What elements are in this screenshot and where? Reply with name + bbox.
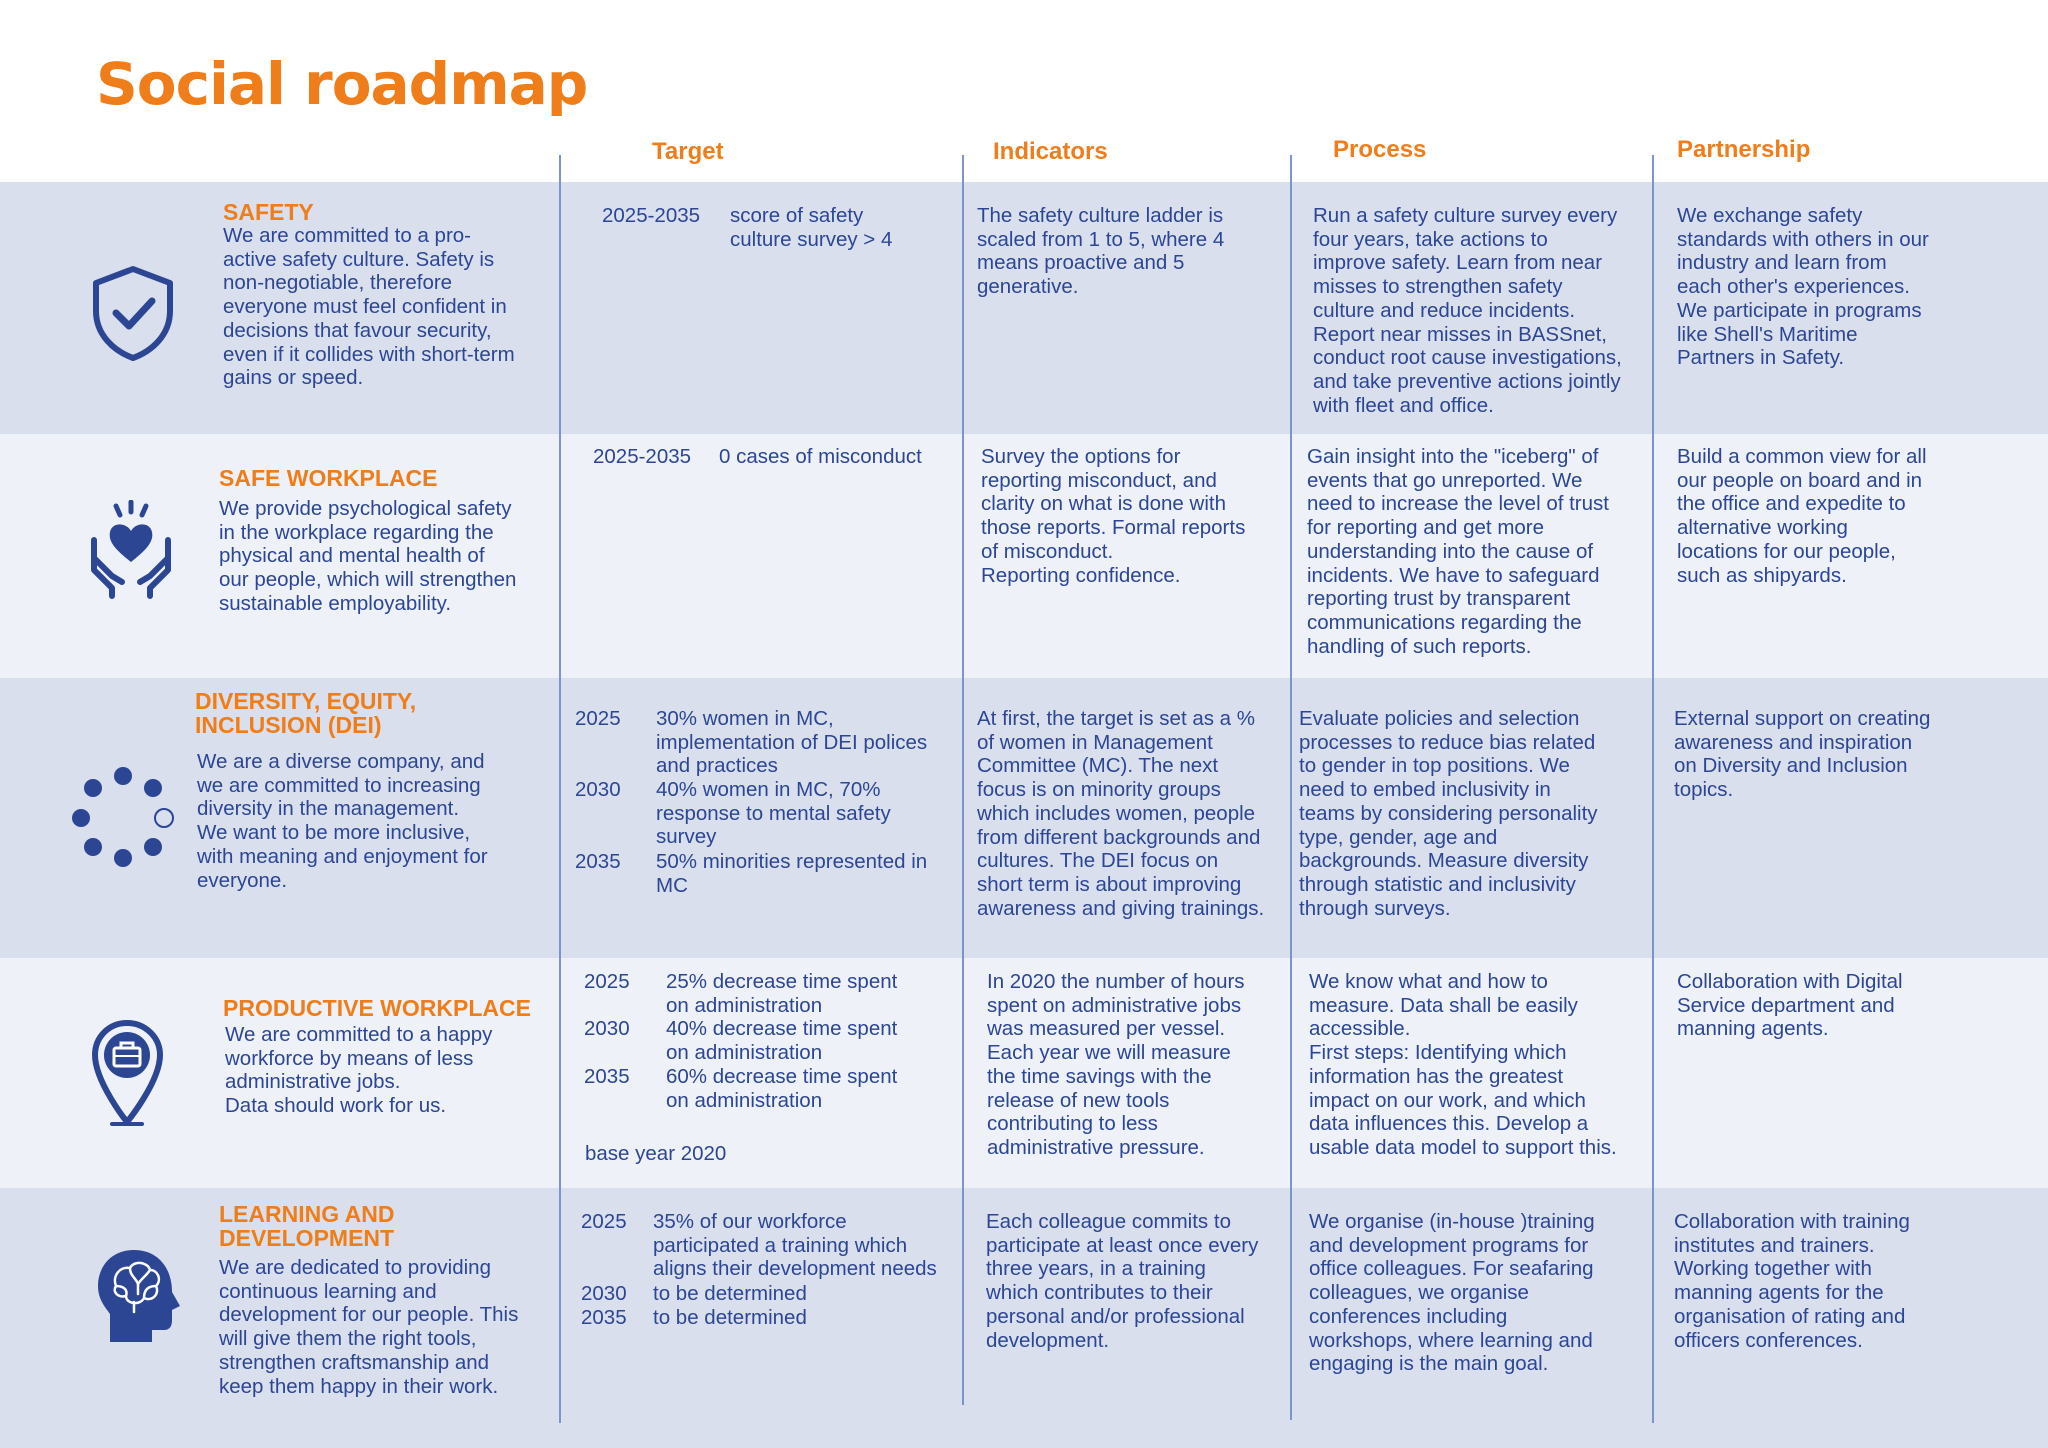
target-text: to be determined bbox=[653, 1282, 807, 1305]
head-brain-icon bbox=[94, 1246, 184, 1346]
row-category-learning: LEARNING AND DEVELOPMENT bbox=[219, 1201, 395, 1251]
shield-check-icon bbox=[88, 263, 178, 363]
process-safety: Run a safety culture survey every four years, take actions to improve safety. Learn from near misses to strengthen safety culture and reduce incidents. Report near misses in BASSnet, conduct root cause investigations, and take preventive actions jointly with fleet and office. bbox=[1313, 204, 1622, 417]
process-productive-workplace: We know what and how to measure. Data shall be easily accessible. First steps: Identifying which information has the greatest impact on our work, and which data influences this. Develop a usable data model to support this. bbox=[1309, 970, 1617, 1159]
target-item bbox=[575, 707, 927, 778]
target-year: 2025 bbox=[584, 970, 630, 993]
column-divider bbox=[559, 155, 561, 1423]
location-briefcase-icon bbox=[90, 1018, 165, 1126]
target-text: 60% decrease time spent on administration bbox=[666, 1065, 898, 1112]
partnership-safe-workplace: Build a common view for all our people on board and in the office and expedite to alternative working locations for our people, such as shipyards. bbox=[1677, 445, 1927, 587]
target-text: 35% of our workforce participated a training which aligns their development needs bbox=[653, 1210, 937, 1281]
target-year: 2025-2035 bbox=[593, 445, 692, 468]
row-description-productive-workplace: We are committed to a happy workforce by means of less administrative jobs. Data should work for us. bbox=[225, 1023, 493, 1118]
target-item bbox=[581, 1306, 807, 1330]
indicators-safe-workplace: Survey the options for reporting misconduct, and clarity on what is done with those reports. Formal reports of misconduct. Reporting confidence. bbox=[981, 445, 1246, 587]
target-text: 25% decrease time spent on administration bbox=[666, 970, 898, 1017]
column-header-process: Process bbox=[1333, 136, 1427, 163]
row-description-learning: We are dedicated to providing continuous learning and development for our people. This will give them the right tools, strengthen craftsmanship and keep them happy in their work. bbox=[219, 1256, 519, 1398]
target-year: 2035 bbox=[575, 850, 621, 873]
partnership-safety: We exchange safety standards with others in our industry and learn from each other's experiences. We participate in programs like Shell's Maritime Partners in Safety. bbox=[1677, 204, 1929, 370]
row-description-safe-workplace: We provide psychological safety in the workplace regarding the physical and mental health of our people, which will strengthen sustainable employability. bbox=[219, 497, 517, 615]
indicators-safety: The safety culture ladder is scaled from 1 to 5, where 4 means proactive and 5 generative. bbox=[977, 204, 1225, 299]
row-category-dei: DIVERSITY, EQUITY, INCLUSION (DEI) bbox=[195, 688, 417, 738]
partnership-learning: Collaboration with training institutes and trainers. Working together with manning agents for the organisation of rating and officers conferences. bbox=[1674, 1210, 1910, 1352]
target-item bbox=[575, 850, 927, 897]
indicators-dei: At first, the target is set as a % of women in Management Committee (MC). The next focus is on minority groups which includes women, people from different backgrounds and cultures. The DEI focus on short term is about improving awareness and giving trainings. bbox=[977, 707, 1265, 920]
target-item bbox=[581, 1282, 807, 1306]
target-year: 2035 bbox=[584, 1065, 630, 1088]
column-divider bbox=[1652, 155, 1654, 1423]
column-divider bbox=[1290, 155, 1292, 1420]
target-text: score of safety culture survey > 4 bbox=[730, 204, 893, 251]
target-text: 50% minorities represented in MC bbox=[656, 850, 928, 897]
target-item bbox=[581, 1210, 937, 1281]
target-item bbox=[593, 445, 922, 469]
target-text: to be determined bbox=[653, 1306, 807, 1329]
process-learning: We organise (in-house )training and development programs for office colleagues. For seafaring colleagues, we organise conferences including workshops, where learning and engaging is the main goal. bbox=[1309, 1210, 1595, 1376]
process-safe-workplace: Gain insight into the "iceberg" of events that go unreported. We need to increase the level of trust for reporting and get more understanding into the cause of incidents. We have to safeguard reporting trust by transparent communications regarding the handling of such reports. bbox=[1307, 445, 1609, 658]
target-year: 2025 bbox=[581, 1210, 627, 1233]
target-year: 2025 bbox=[575, 707, 621, 730]
target-text: 40% decrease time spent on administration bbox=[666, 1017, 898, 1064]
row-description-safety: We are committed to a pro- active safety culture. Safety is non-negotiable, therefore everyone must feel confident in decisions that favour security, even if it collides with short-term gains or speed. bbox=[223, 224, 515, 390]
indicators-productive-workplace: In 2020 the number of hours spent on administrative jobs was measured per vessel. Each year we will measure the time savings with the release of new tools contributing to less administrative pressure. bbox=[987, 970, 1245, 1159]
row-category-productive-workplace: PRODUCTIVE WORKPLACE bbox=[223, 995, 531, 1021]
target-year: 2030 bbox=[584, 1017, 630, 1040]
page-title: Social roadmap bbox=[96, 50, 588, 118]
target-note: base year 2020 bbox=[585, 1142, 727, 1165]
partnership-dei: External support on creating awareness and inspiration on Diversity and Inclusion topics. bbox=[1674, 707, 1931, 802]
target-year: 2030 bbox=[575, 778, 621, 801]
target-year: 2030 bbox=[581, 1282, 627, 1305]
column-header-partnership: Partnership bbox=[1677, 136, 1811, 163]
heart-hands-icon bbox=[86, 500, 176, 600]
column-header-indicators: Indicators bbox=[993, 138, 1108, 165]
target-item bbox=[584, 1017, 897, 1064]
column-divider bbox=[962, 155, 964, 1405]
target-item bbox=[584, 970, 897, 1017]
target-text: 30% women in MC, implementation of DEI polices and practices bbox=[656, 707, 928, 778]
indicators-learning: Each colleague commits to participate at least once every three years, in a training which contributes to their personal and/or professional development. bbox=[986, 1210, 1259, 1352]
diversity-circle-icon bbox=[70, 764, 180, 874]
target-text: 40% women in MC, 70% response to mental safety survey bbox=[656, 778, 891, 849]
target-text: 0 cases of misconduct bbox=[719, 445, 922, 468]
process-dei: Evaluate policies and selection processes to reduce bias related to gender in top positions. We need to embed inclusivity in teams by considering personality type, gender, age and backgrounds. Measure diversity through statistic and inclusivity through surveys. bbox=[1299, 707, 1598, 920]
target-item bbox=[602, 204, 892, 251]
target-item bbox=[584, 1065, 897, 1112]
partnership-productive-workplace: Collaboration with Digital Service department and manning agents. bbox=[1677, 970, 1903, 1041]
column-header-target: Target bbox=[652, 138, 724, 165]
row-category-safe-workplace: SAFE WORKPLACE bbox=[219, 465, 438, 491]
target-item bbox=[575, 778, 891, 849]
row-category-safety: SAFETY bbox=[223, 199, 314, 225]
target-year: 2025-2035 bbox=[602, 204, 701, 227]
target-year: 2035 bbox=[581, 1306, 627, 1329]
row-description-dei: We are a diverse company, and we are committed to increasing diversity in the management. We want to be more inclusive, with meaning and enjoyment for everyone. bbox=[197, 750, 488, 892]
